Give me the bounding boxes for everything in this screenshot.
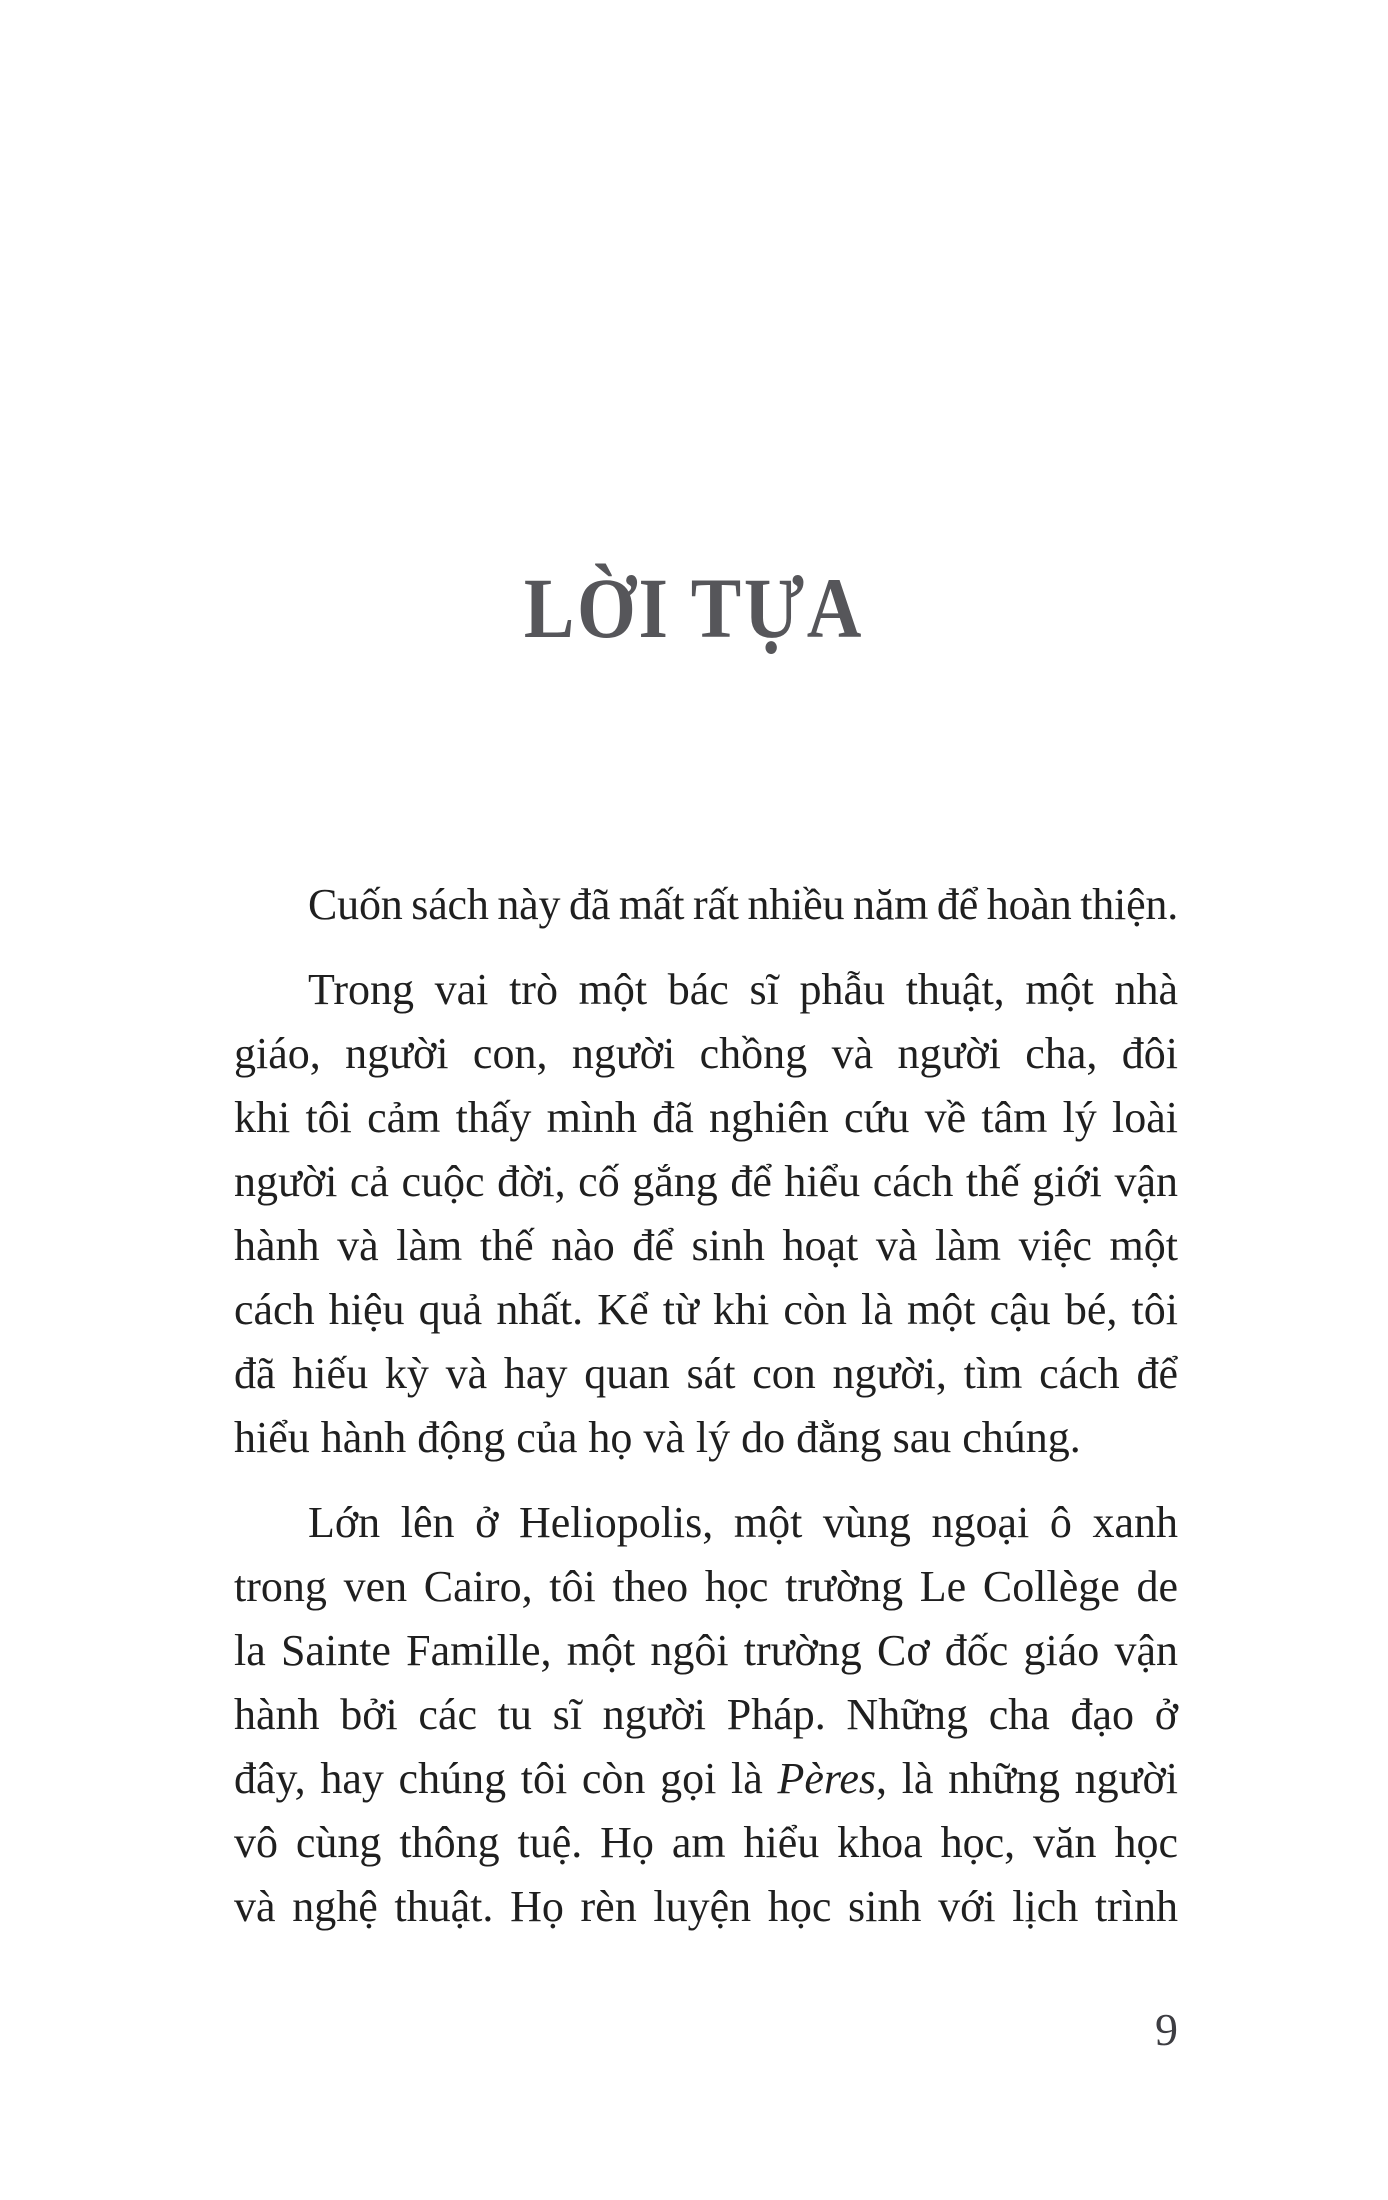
text-line [234, 958, 1178, 1022]
text-segment: và nghệ thuật. Họ rèn luyện học sinh với lịch trình [234, 1882, 1178, 1931]
text-segment: Lớn lên ở Heliopolis, một vùng ngoại ô xanh [308, 1498, 1178, 1547]
page-title: LỜI TỰA [523, 560, 865, 656]
text-line [234, 1150, 1178, 1214]
text-line [234, 1555, 1178, 1619]
text-line [234, 1022, 1178, 1086]
paragraph [234, 958, 1178, 1470]
paragraph [234, 873, 1178, 937]
text-segment: Cuốn sách này đã mất rất nhiều năm để hoàn thiện. [308, 880, 1178, 929]
text-line [234, 1406, 1178, 1470]
text-segment: trong ven Cairo, tôi theo học trường Le Collège de [234, 1562, 1178, 1611]
text-segment: hành và làm thế nào để sinh hoạt và làm việc một [234, 1221, 1178, 1270]
text-segment: đã hiếu kỳ và hay quan sát con người, tìm cách để [234, 1349, 1178, 1398]
text-line [234, 1086, 1178, 1150]
paragraph [234, 1491, 1178, 1939]
text-segment: Trong vai trò một bác sĩ phẫu thuật, một nhà [308, 965, 1178, 1014]
text-segment: hành bởi các tu sĩ người Pháp. Những cha đạo ở [234, 1690, 1178, 1739]
text-segment: người cả cuộc đời, cố gắng để hiểu cách thế giới vận [234, 1157, 1178, 1206]
text-line [234, 873, 1178, 937]
text-segment: cách hiệu quả nhất. Kể từ khi còn là một cậu bé, tôi [234, 1285, 1178, 1334]
page-number: 9 [1155, 2004, 1178, 2055]
text-line [234, 1683, 1178, 1747]
text-segment: la Sainte Famille, một ngôi trường Cơ đốc giáo vận [234, 1626, 1178, 1675]
text-line [234, 1747, 1178, 1811]
text-segment: , là những người [876, 1754, 1178, 1803]
text-segment: vô cùng thông tuệ. Họ am hiểu khoa học, văn học [234, 1818, 1178, 1867]
text-line [234, 1811, 1178, 1875]
text-segment: khi tôi cảm thấy mình đã nghiên cứu về tâm lý loài [234, 1093, 1178, 1142]
text-line [234, 1491, 1178, 1555]
text-line [234, 1214, 1178, 1278]
text-line [234, 1342, 1178, 1406]
text-segment: giáo, người con, người chồng và người cha, đôi [234, 1029, 1178, 1078]
body-text [234, 873, 1178, 1939]
text-line [234, 1278, 1178, 1342]
text-line [234, 1619, 1178, 1683]
text-line [234, 1875, 1178, 1939]
text-segment: hiểu hành động của họ và lý do đằng sau chúng. [234, 1413, 1081, 1462]
italic-text: Pères [777, 1754, 877, 1803]
text-segment: đây, hay chúng tôi còn gọi là [234, 1754, 778, 1803]
